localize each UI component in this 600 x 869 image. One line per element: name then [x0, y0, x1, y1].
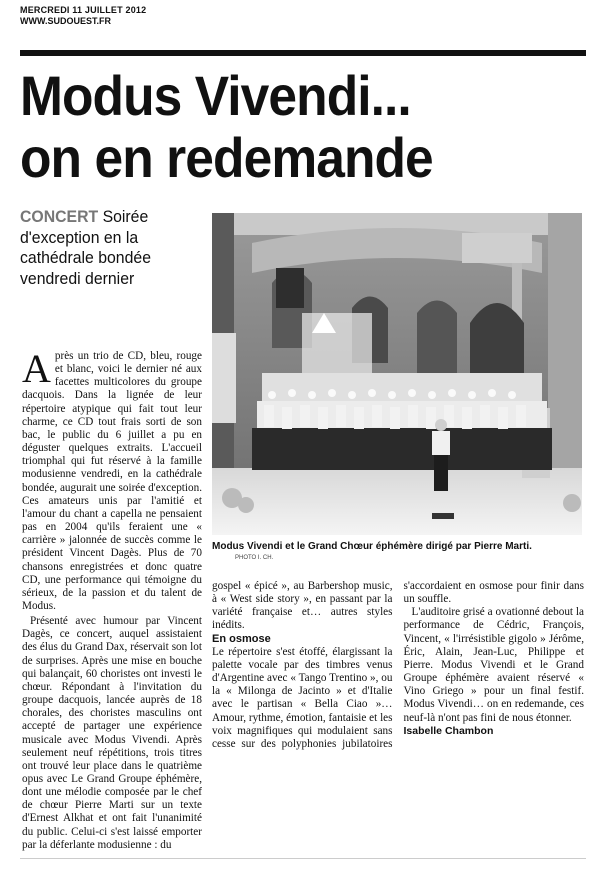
headline-line-2: on en redemande: [20, 126, 433, 189]
photo-credit: PHOTO I. CH.: [235, 555, 274, 561]
publication-date: MERCREDI 11 JUILLET 2012: [20, 5, 147, 15]
article-column-3: [212, 580, 584, 855]
article-paragraph-2-continued: gospel « épicé », au Barbershop music, à « West side story », en passant par la variété française et… autres styles inédits.: [212, 580, 393, 632]
article-column-1: [22, 350, 202, 858]
choir-photo-drawing: [212, 213, 582, 535]
section-kicker: CONCERT: [20, 207, 99, 226]
headline-line-1: Modus Vivendi...: [20, 64, 411, 127]
article-paragraph-1: Après un trio de CD, bleu, rouge et blanc, voici le dernier né aux facettes multicolores du groupe dacquois. Dans la lignée de leur répertoire atypique qui fait tout leur charme, ce CD tout frais sorti de son bac, le public du 6 juillet a pu en déguster quelques extraits. L'accueil triomphal qui fut réservé à la famille modusienne vendredi, en la cathédrale bondée, augurait une soirée d'exception. Ces amateurs unis par l'amitié et l'amour du chant a capella ne pensaient pas en 2004 qu'ils feraient une « carrière » jalonnée de succès comme le président Vincent Dagès. Plus de 70 chansons enregistrées et donc quatre CD, une performance qui témoigne du sérieux, de la passion et du talent de Modus.: [22, 350, 202, 612]
publication-website: WWW.SUDOUEST.FR: [20, 16, 111, 26]
header-rule: [20, 50, 586, 56]
article-subhead: En osmose: [212, 632, 271, 645]
choir-photo: [212, 213, 582, 535]
deck-text: Soirée d'exception en la cathédrale bondée vendredi dernier: [20, 207, 151, 288]
article-signature: Isabelle Chambon: [403, 724, 494, 737]
article-paragraph-4: L'auditoire grisé a ovationné debout la performance de Cédric, François, Vincent, « l'irrésistible gigolo » Jérôme, Éric, Alain, Jean-Luc, Philippe et Pierre. Modus Vivendi et le Grand Groupe éphémère avaient réservé « Vino Griego » pour un final festif. Modus Vivendi… on en redemande, ces neuf-là n'ont pas fini de nous étonner.: [403, 606, 584, 724]
bottom-rule: [20, 858, 586, 859]
photo-caption: Modus Vivendi et le Grand Chœur éphémère dirigé par Pierre Marti.: [212, 541, 532, 552]
drop-cap: A: [22, 350, 51, 391]
article-deck: [20, 207, 192, 289]
article-paragraph-2: Présenté avec humour par Vincent Dagès, ce concert, auquel assistaient des élus du Grand Dax, réservait son lot de surprises. Après une mise en bouche qui balançait, 60 choristes ont investi le chœur. Répondant à l'invitation du groupe dacquois, lancée auprès de 18 chorales, des choristes masculins ont accepté de partager une expérience musicale avec Modus Vivendi. Après seulement neuf répétitions, trois titres ont trouvé leur place dans le quatrième opus avec Le Grand Groupe éphémère, dont une mélodie composée par le chef de chœur Pierre Marti sur un texte d'Ernest Alkhat et ont fait l'unanimité du public. Celui-ci s'est laissé emporter par la déferlante modusienne : du: [22, 615, 202, 851]
article-paragraph-3: Le répertoire s'est étoffé, élargissant la palette vocale par des timbres venus d'Argentine avec « Tango Trentino », ou la « Milonga de Jacinto » et d'Italie avec le partisan « Bella Ciao »… Amour, rythme, émotion, fantaisie et les voix magnifiques qui modulaient sans cesse sur des polyphonies jubilatoires s'accordaient en osmose pour finir dans un souffle.: [212, 580, 584, 750]
